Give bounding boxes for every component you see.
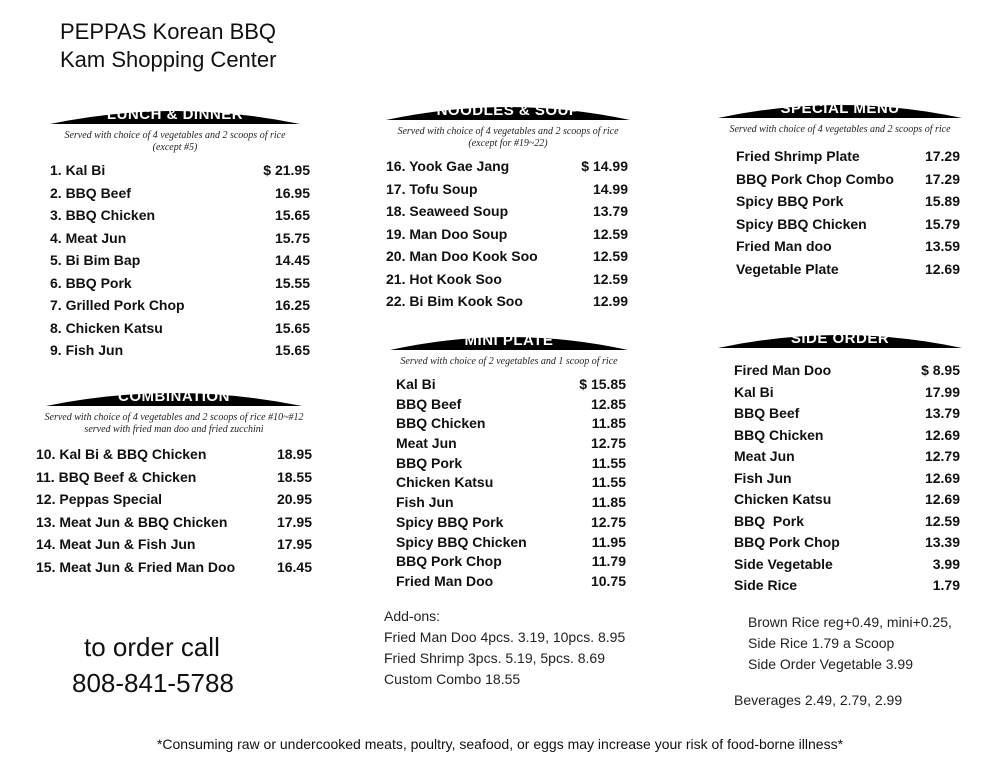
menu-item xyxy=(396,494,626,514)
item-price: 12.79 xyxy=(924,448,960,464)
item-price: 16.45 xyxy=(276,558,312,575)
item-price: 17.95 xyxy=(276,513,312,530)
menu-item xyxy=(736,216,960,239)
item-name: 9. Fish Jun xyxy=(50,342,124,358)
item-name: Kal Bi xyxy=(396,376,436,392)
addons-heading: Add-ons: xyxy=(384,608,441,624)
item-price: 11.55 xyxy=(591,454,626,471)
item-price: 3.99 xyxy=(932,555,960,572)
item-name: Fired Man Doo xyxy=(734,362,832,378)
item-price: 11.85 xyxy=(591,415,626,432)
mini-plate-banner xyxy=(384,330,634,354)
mini-plate-list xyxy=(384,376,634,593)
menu-item xyxy=(734,556,960,578)
item-name: Fish Jun xyxy=(734,469,792,486)
menu-item xyxy=(734,513,960,535)
menu-item xyxy=(50,252,310,275)
menu-item xyxy=(386,248,628,271)
item-name: Spicy BBQ Pork xyxy=(736,193,844,209)
menu-item xyxy=(50,275,310,298)
extras-block xyxy=(748,612,988,675)
item-price: 11.79 xyxy=(591,553,626,570)
location-name: Kam Shopping Center xyxy=(60,47,277,72)
item-name: 4. Meat Jun xyxy=(50,229,127,246)
addon-line: Fried Man Doo 4pcs. 3.19, 10pcs. 8.95 xyxy=(384,629,626,645)
item-price: 12.59 xyxy=(592,225,628,242)
item-name: BBQ Beef xyxy=(734,405,800,421)
item-name: 19. Man Doo Soup xyxy=(386,225,508,242)
combination-title: COMBINATION xyxy=(118,388,230,405)
item-price: 12.75 xyxy=(590,435,626,452)
menu-item xyxy=(386,271,628,294)
item-name: 18. Seaweed Soup xyxy=(386,203,509,219)
item-name: BBQ Chicken xyxy=(734,426,824,443)
item-name: Chicken Katsu xyxy=(396,474,494,491)
item-name: BBQ Chicken xyxy=(396,415,486,432)
item-name: 13. Meat Jun & BBQ Chicken xyxy=(36,513,228,530)
item-name: BBQ Pork Chop xyxy=(396,553,502,570)
menu-item xyxy=(734,362,960,384)
menu-item xyxy=(736,238,960,261)
item-price: 20.95 xyxy=(276,491,312,507)
combination-banner xyxy=(36,386,312,410)
item-name: 12. Peppas Special xyxy=(36,491,163,507)
menu-item xyxy=(734,384,960,406)
menu-item xyxy=(736,261,960,284)
addons-block xyxy=(384,606,664,690)
item-price: 15.65 xyxy=(274,342,310,358)
combination-section xyxy=(36,386,312,581)
item-price: 12.59 xyxy=(592,270,628,287)
special-menu-note: Served with choice of 4 vegetables and 2 scoops of rice xyxy=(729,124,951,135)
item-price: 17.95 xyxy=(276,536,312,552)
item-name: 2. BBQ Beef xyxy=(50,184,131,201)
item-name: BBQ Beef xyxy=(396,395,462,412)
menu-item xyxy=(734,448,960,470)
special-menu-banner xyxy=(712,98,968,122)
side-order-banner xyxy=(712,328,968,352)
menu-item xyxy=(734,470,960,492)
noodles-soup-note: Served with choice of 4 vegetables and 2 scoops of rice (except for #19~22) xyxy=(397,126,619,149)
menu-item xyxy=(734,577,960,599)
item-name: BBQ Pork Chop xyxy=(734,534,840,550)
item-price: $ 15.85 xyxy=(579,376,626,392)
item-price: 12.99 xyxy=(592,293,628,309)
item-price: 17.29 xyxy=(924,170,960,187)
menu-item xyxy=(36,514,312,537)
special-menu-list xyxy=(712,148,968,283)
menu-item xyxy=(734,427,960,449)
item-price: 12.85 xyxy=(590,395,626,412)
item-price: 15.89 xyxy=(924,193,960,209)
item-name: Fried Shrimp Plate xyxy=(736,148,860,164)
order-call-label: to order call xyxy=(84,632,220,662)
mini-plate-section xyxy=(384,330,634,593)
item-price: 18.95 xyxy=(276,446,312,462)
extras-line: Side Order Vegetable 3.99 xyxy=(748,656,914,672)
menu-item xyxy=(50,297,310,320)
menu-item xyxy=(50,162,310,185)
item-price: 12.69 xyxy=(924,469,960,486)
item-name: 11. BBQ Beef & Chicken xyxy=(36,468,197,485)
menu-item xyxy=(50,342,310,365)
menu-item xyxy=(736,193,960,216)
item-name: 15. Meat Jun & Fried Man Doo xyxy=(36,558,236,575)
item-name: BBQ Pork xyxy=(396,454,463,471)
menu-item xyxy=(396,534,626,554)
menu-item xyxy=(36,446,312,469)
menu-item xyxy=(736,171,960,194)
item-name: BBQ Pork xyxy=(734,512,805,529)
item-name: Spicy BBQ Pork xyxy=(396,513,504,530)
item-price: 12.75 xyxy=(590,513,626,530)
menu-item xyxy=(396,415,626,435)
item-price: $ 21.95 xyxy=(263,162,310,178)
item-price: 12.59 xyxy=(924,512,960,529)
food-safety-warning: *Consuming raw or undercooked meats, poultry, seafood, or eggs may increase your risk of food-borne illness* xyxy=(156,736,844,752)
item-price: 12.59 xyxy=(592,248,628,264)
item-price: 10.75 xyxy=(590,572,626,589)
addon-line: Fried Shrimp 3pcs. 5.19, 5pcs. 8.69 xyxy=(384,650,605,666)
item-name: 22. Bi Bim Kook Soo xyxy=(386,293,523,309)
item-name: Fried Man Doo xyxy=(396,572,494,589)
menu-item xyxy=(734,491,960,513)
item-price: 13.79 xyxy=(924,405,960,421)
noodles-soup-list xyxy=(380,158,636,316)
item-price: 14.45 xyxy=(274,252,310,268)
side-order-section xyxy=(712,328,968,599)
menu-item xyxy=(50,320,310,343)
item-price: 13.79 xyxy=(592,203,628,219)
combination-list xyxy=(36,446,312,581)
item-price: 15.55 xyxy=(274,274,310,291)
lunch-dinner-banner xyxy=(40,104,310,128)
item-name: 3. BBQ Chicken xyxy=(50,207,156,223)
menu-item xyxy=(386,293,628,316)
menu-item xyxy=(36,491,312,514)
menu-item xyxy=(36,559,312,582)
menu-item xyxy=(386,203,628,226)
item-price: 15.65 xyxy=(274,207,310,223)
item-name: 16. Yook Gae Jang xyxy=(386,158,510,174)
item-price: 12.69 xyxy=(924,260,960,277)
item-name: Side Rice xyxy=(734,577,798,593)
menu-item xyxy=(386,158,628,181)
menu-item xyxy=(396,455,626,475)
restaurant-name: PEPPAS Korean BBQ xyxy=(60,19,277,44)
extras-line: Side Rice 1.79 a Scoop xyxy=(748,635,895,651)
item-price: $ 8.95 xyxy=(921,362,960,378)
item-price: 16.25 xyxy=(274,297,310,313)
menu-item xyxy=(50,230,310,253)
item-name: Meat Jun xyxy=(396,435,457,452)
item-price: 11.95 xyxy=(591,533,626,550)
item-price: 17.29 xyxy=(924,148,960,164)
addon-line: Custom Combo 18.55 xyxy=(384,671,521,687)
item-name: 1. Kal Bi xyxy=(50,162,106,178)
item-name: Fried Man doo xyxy=(736,238,832,254)
item-price: 16.95 xyxy=(274,184,310,201)
item-price: 1.79 xyxy=(932,577,960,593)
item-price: 15.79 xyxy=(924,215,960,232)
item-price: 11.85 xyxy=(591,494,626,511)
item-name: 14. Meat Jun & Fish Jun xyxy=(36,536,196,552)
noodles-soup-banner xyxy=(380,100,636,124)
menu-item xyxy=(386,226,628,249)
special-menu-title: SPECIAL MENU xyxy=(780,100,900,117)
item-name: 21. Hot Kook Soo xyxy=(386,270,502,287)
noodles-soup-section xyxy=(380,100,636,316)
item-name: Meat Jun xyxy=(734,448,795,464)
side-order-title: SIDE ORDER xyxy=(790,330,890,347)
item-name: 7. Grilled Pork Chop xyxy=(50,297,185,313)
menu-item xyxy=(396,435,626,455)
menu-item xyxy=(36,469,312,492)
noodles-soup-title: NOODLES & SOUP xyxy=(436,102,580,119)
special-menu-section xyxy=(712,98,968,283)
menu-item xyxy=(396,573,626,593)
beverages-line: Beverages 2.49, 2.79, 2.99 xyxy=(734,692,903,708)
item-price: 11.55 xyxy=(591,474,626,491)
item-price: 18.55 xyxy=(276,468,312,485)
item-name: 17. Tofu Soup xyxy=(386,180,478,197)
lunch-dinner-section xyxy=(40,104,310,365)
lunch-dinner-title: LUNCH & DINNER xyxy=(106,106,244,123)
menu-item xyxy=(50,185,310,208)
menu-item xyxy=(36,536,312,559)
item-price: 12.69 xyxy=(924,491,960,507)
lunch-dinner-list xyxy=(40,162,310,365)
item-name: Fish Jun xyxy=(396,494,454,511)
item-name: Chicken Katsu xyxy=(734,491,832,507)
item-price: 13.39 xyxy=(924,534,960,550)
item-name: 8. Chicken Katsu xyxy=(50,319,163,336)
combination-note: Served with choice of 4 vegetables and 2 scoops of rice #10~#12 served with fried man doo and fried zucchini xyxy=(44,412,304,435)
item-name: BBQ Pork Chop Combo xyxy=(736,170,894,187)
lunch-dinner-note: Served with choice of 4 vegetables and 2 scoops of rice (except #5) xyxy=(64,130,286,153)
item-price: $ 14.99 xyxy=(581,158,628,174)
menu-item xyxy=(396,514,626,534)
item-price: 14.99 xyxy=(592,180,628,197)
menu-item xyxy=(734,405,960,427)
item-name: Spicy BBQ Chicken xyxy=(396,533,527,550)
mini-plate-note: Served with choice of 2 vegetables and 1 scoop of rice xyxy=(400,356,618,367)
item-name: Kal Bi xyxy=(734,383,774,400)
mini-plate-title: MINI PLATE xyxy=(464,332,554,349)
order-phone-number: 808-841-5788 xyxy=(72,668,234,698)
menu-item xyxy=(396,376,626,396)
item-name: 20. Man Doo Kook Soo xyxy=(386,248,538,264)
menu-item xyxy=(396,553,626,573)
menu-item xyxy=(396,396,626,416)
item-price: 12.69 xyxy=(924,426,960,443)
item-name: 6. BBQ Pork xyxy=(50,274,132,291)
item-price: 15.65 xyxy=(274,319,310,336)
menu-item xyxy=(386,181,628,204)
item-name: 5. Bi Bim Bap xyxy=(50,252,141,268)
menu-item xyxy=(50,207,310,230)
extras-line: Brown Rice reg+0.49, mini+0.25, xyxy=(748,614,952,630)
menu-item xyxy=(736,148,960,171)
item-price: 17.99 xyxy=(924,383,960,400)
item-name: Spicy BBQ Chicken xyxy=(736,215,867,232)
item-name: Side Vegetable xyxy=(734,555,833,572)
menu-item xyxy=(734,534,960,556)
item-price: 15.75 xyxy=(274,229,310,246)
item-name: Vegetable Plate xyxy=(736,260,839,277)
item-price: 13.59 xyxy=(924,238,960,254)
item-name: 10. Kal Bi & BBQ Chicken xyxy=(36,446,207,462)
menu-item xyxy=(396,474,626,494)
side-order-list xyxy=(712,362,968,599)
